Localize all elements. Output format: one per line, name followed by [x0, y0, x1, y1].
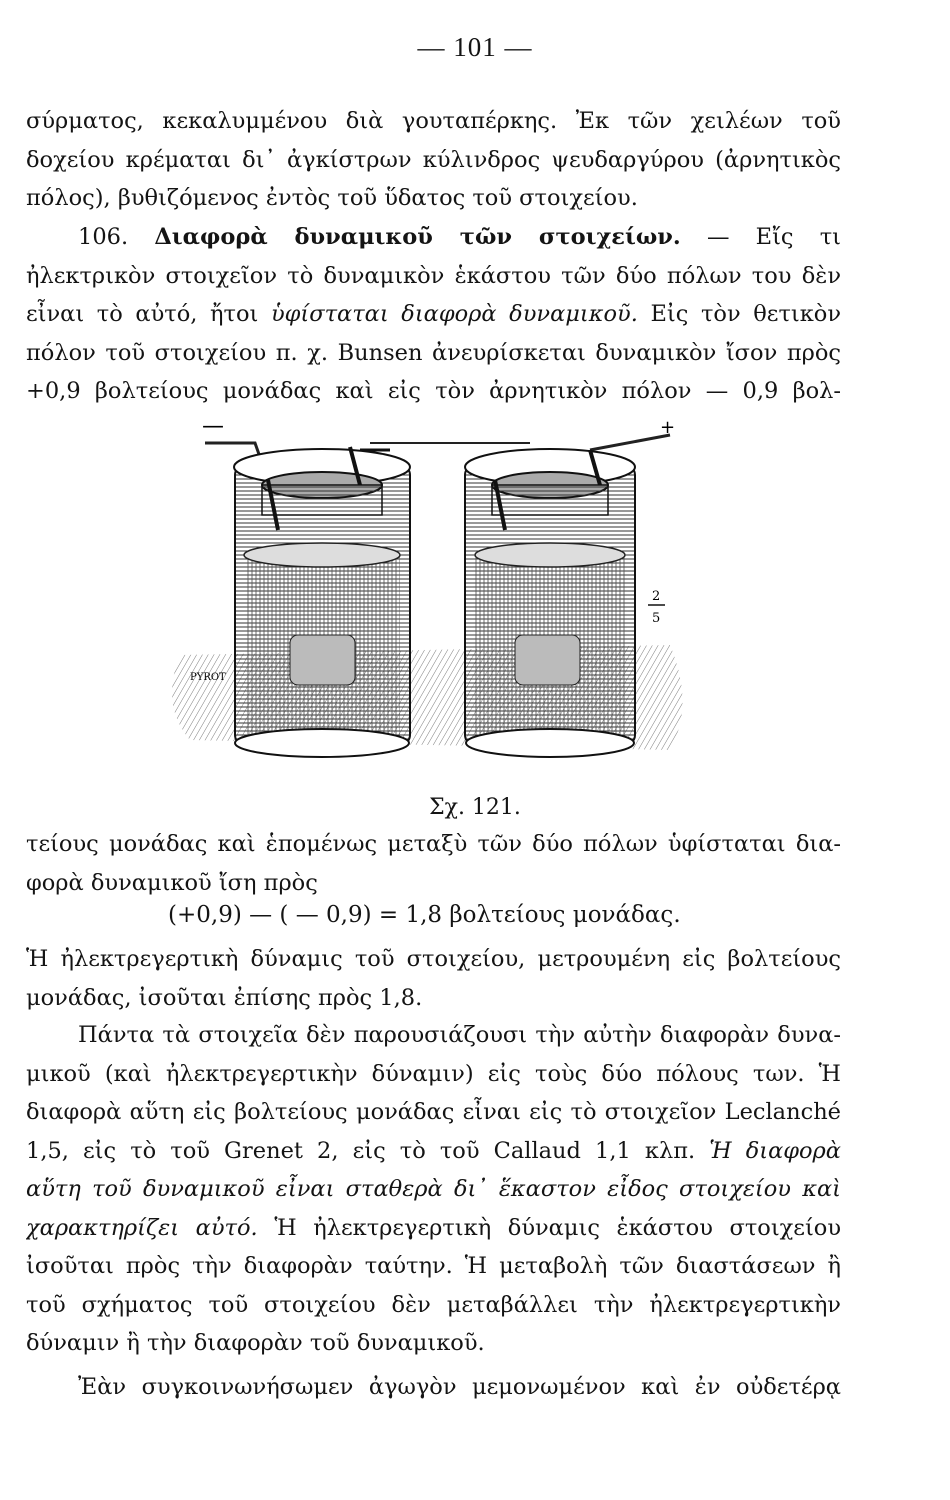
text-fragment: Ἡ ἠλεκτρεγερτικὴ δύναμις ἑκάστου στοιχείου: [274, 1214, 841, 1241]
paragraph-continuation: [26, 102, 841, 218]
text-fragment: — Εἴς τι: [706, 224, 841, 250]
text-line: Πάντα τὰ στοιχεῖα δὲν παρουσιάζουσι τὴν αὐτὴν διαφορὰν δυνα-: [78, 1022, 841, 1048]
text-line: πόλον τοῦ στοιχείου π. χ. Bunsen ἀνευρίσκεται δυναμικὸν ἴσον πρὸς: [26, 339, 841, 366]
text-line: [26, 1132, 841, 1171]
paragraph-potential-difference: [26, 825, 841, 902]
paragraph-cell-types: [26, 1016, 841, 1363]
text-fragment: εἶναι τὸ αὐτό, ἤτοι: [26, 301, 259, 327]
text-line: φορὰ δυναμικοῦ ἴση πρὸς: [26, 869, 318, 896]
text-line: διαφορὰ αὕτη εἰς βολτείους μονάδας εἶναι εἰς τὸ στοιχεῖον Leclanché: [26, 1099, 841, 1125]
text-line: ἠλεκτρικὸν στοιχεῖον τὸ δυναμικὸν ἑκάστου τῶν δύο πόλων του δὲν: [26, 262, 841, 289]
positive-terminal-sign: +: [660, 417, 676, 438]
text-line: δοχείου κρέμαται δι᾽ ἀγκίστρων κύλινδρος ψευδαργύρου (ἀρνητικὸς: [26, 146, 841, 173]
negative-terminal-sign: —: [202, 414, 224, 439]
engraver-signature: PYROT: [190, 672, 226, 683]
italic-phrase: Ἡ διαφορὰ: [709, 1137, 841, 1164]
figure-caption: Σχ. 121.: [429, 795, 521, 820]
section-106: [26, 218, 841, 411]
text-line: [26, 1209, 841, 1248]
section-number: 106.: [78, 224, 129, 250]
text-line: ἰσοῦται πρὸς τὴν διαφορὰν ταύτην. Ἡ μεταβολὴ τῶν διαστάσεων ἢ: [26, 1253, 841, 1279]
page-number: — 101 —: [417, 32, 533, 62]
text-line: μονάδας, ἰσοῦται ἐπίσης πρὸς 1,8.: [26, 984, 423, 1011]
right-cell: [465, 449, 635, 757]
paragraph-next: [26, 1368, 841, 1407]
text-fragment: 1,5, εἰς τὸ τοῦ Grenet 2, εἰς τὸ τοῦ Callaud 1,1 κλπ.: [26, 1137, 696, 1164]
text-line: τείους μονάδας καὶ ἑπομένως μεταξὺ τῶν δύο πόλων ὑφίσταται δια-: [26, 831, 841, 857]
bunsen-cells-illustration: [150, 405, 710, 775]
text-fragment: Εἰς τὸν θετικὸν: [650, 301, 841, 327]
wire-positive: [590, 435, 670, 450]
text-line: τοῦ σχήματος τοῦ στοιχείου δὲν μεταβάλλει τὴν ἠλεκτρεγερτικὴν: [26, 1291, 841, 1318]
scale-numerator: 2: [652, 589, 661, 604]
section-heading-line: [26, 218, 841, 257]
equation: (+0,9) — ( — 0,9) = 1,8 βολτείους μονάδας.: [168, 902, 681, 928]
text-line: πόλος), βυθιζόμενος ἐντὸς τοῦ ὕδατος τοῦ στοιχείου.: [26, 185, 638, 211]
italic-phrase: χαρακτηρίζει αὐτό.: [26, 1214, 258, 1241]
section-heading: Διαφορὰ δυναμικοῦ τῶν στοιχείων.: [154, 224, 681, 250]
italic-phrase: ὑφίσταται διαφορὰ δυναμικοῦ.: [270, 301, 638, 327]
scale-denominator: 5: [652, 611, 661, 626]
text-line: δύναμιν ἢ τὴν διαφορὰν τοῦ δυναμικοῦ.: [26, 1330, 485, 1356]
text-line: μικοῦ (καὶ ἠλεκτρεγερτικὴν δύναμιν) εἰς τοὺς δύο πόλους των. Ἡ: [26, 1060, 841, 1087]
text-line: Ἡ ἠλεκτρεγερτικὴ δύναμις τοῦ στοιχείου, μετρουμένη εἰς βολτείους: [26, 946, 841, 972]
text-line: Ἐὰν συγκοινωνήσωμεν ἀγωγὸν μεμονωμένον καὶ ἐν οὐδετέρᾳ: [78, 1374, 841, 1400]
text-line: σύρματος, κεκαλυμμένου διὰ γουταπέρκης. Ἐκ τῶν χειλέων τοῦ: [26, 108, 841, 134]
text-line: αὕτη τοῦ δυναμικοῦ εἶναι σταθερὰ δι᾽ ἕκαστον εἶδος στοιχείου καὶ: [26, 1176, 841, 1202]
text-line: +0,9 βολτείους μονάδας καὶ εἰς τὸν ἀρνητικὸν πόλον — 0,9 βολ-: [26, 378, 841, 404]
text-line: [26, 295, 841, 334]
paragraph-emf: [26, 940, 841, 1017]
